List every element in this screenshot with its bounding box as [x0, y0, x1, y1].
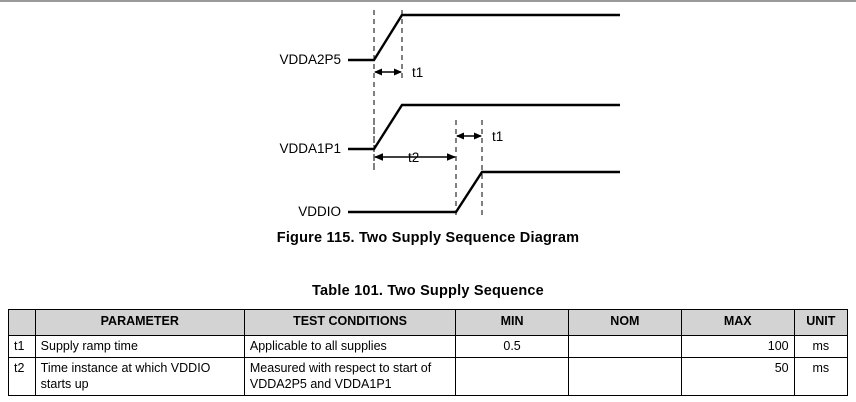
arrowhead-left-t1-bottom [456, 133, 464, 140]
waveform-vdda2p5 [348, 15, 620, 60]
arrowhead-right-t1-top [394, 69, 402, 76]
header-test-conditions: TEST CONDITIONS [244, 310, 455, 336]
cell-max: 100 [681, 336, 794, 358]
cell-symbol: t1 [9, 336, 36, 358]
figure-caption: Figure 115. Two Supply Sequence Diagram [276, 230, 580, 246]
signal-label-vddio: VDDIO [298, 204, 341, 219]
cell-min: 0.5 [456, 336, 569, 358]
header-nom: NOM [568, 310, 681, 336]
spec-table [8, 309, 848, 396]
timing-diagram [0, 2, 856, 230]
arrowhead-left-t1-top [374, 69, 382, 76]
annotation-t1-bottom: t1 [492, 129, 504, 144]
cell-unit: ms [794, 358, 847, 396]
table-title: Table 101. Two Supply Sequence [312, 283, 544, 299]
table-row [9, 336, 848, 358]
cell-min [456, 358, 569, 396]
header-parameter: PARAMETER [35, 310, 244, 336]
signal-label-vdda2p5: VDDA2P5 [279, 52, 341, 67]
cell-parameter: Supply ramp time [35, 336, 244, 358]
header-min: MIN [456, 310, 569, 336]
waveform-vddio [348, 172, 620, 212]
annotation-t2: t2 [408, 150, 420, 165]
signal-label-vdda1p1: VDDA1P1 [279, 141, 341, 156]
cell-nom [568, 358, 681, 396]
cell-conditions: Applicable to all supplies [244, 336, 455, 358]
header-unit: UNIT [794, 310, 847, 336]
arrowhead-left-t2 [374, 153, 383, 161]
header-max: MAX [681, 310, 794, 336]
cell-max: 50 [681, 358, 794, 396]
arrowhead-right-t2 [447, 153, 456, 161]
table-header-row [9, 310, 848, 336]
cell-unit: ms [794, 336, 847, 358]
cell-parameter: Time instance at which VDDIO starts up [35, 358, 244, 396]
cell-nom [568, 336, 681, 358]
table-row [9, 358, 848, 396]
header-symbol [9, 310, 36, 336]
annotation-t1-top: t1 [412, 65, 424, 80]
waveform-vdda1p1 [348, 105, 620, 149]
cell-conditions: Measured with respect to start of VDDA2P5 and VDDA1P1 [244, 358, 455, 396]
arrowhead-right-t1-bottom [474, 133, 482, 140]
cell-symbol: t2 [9, 358, 36, 396]
